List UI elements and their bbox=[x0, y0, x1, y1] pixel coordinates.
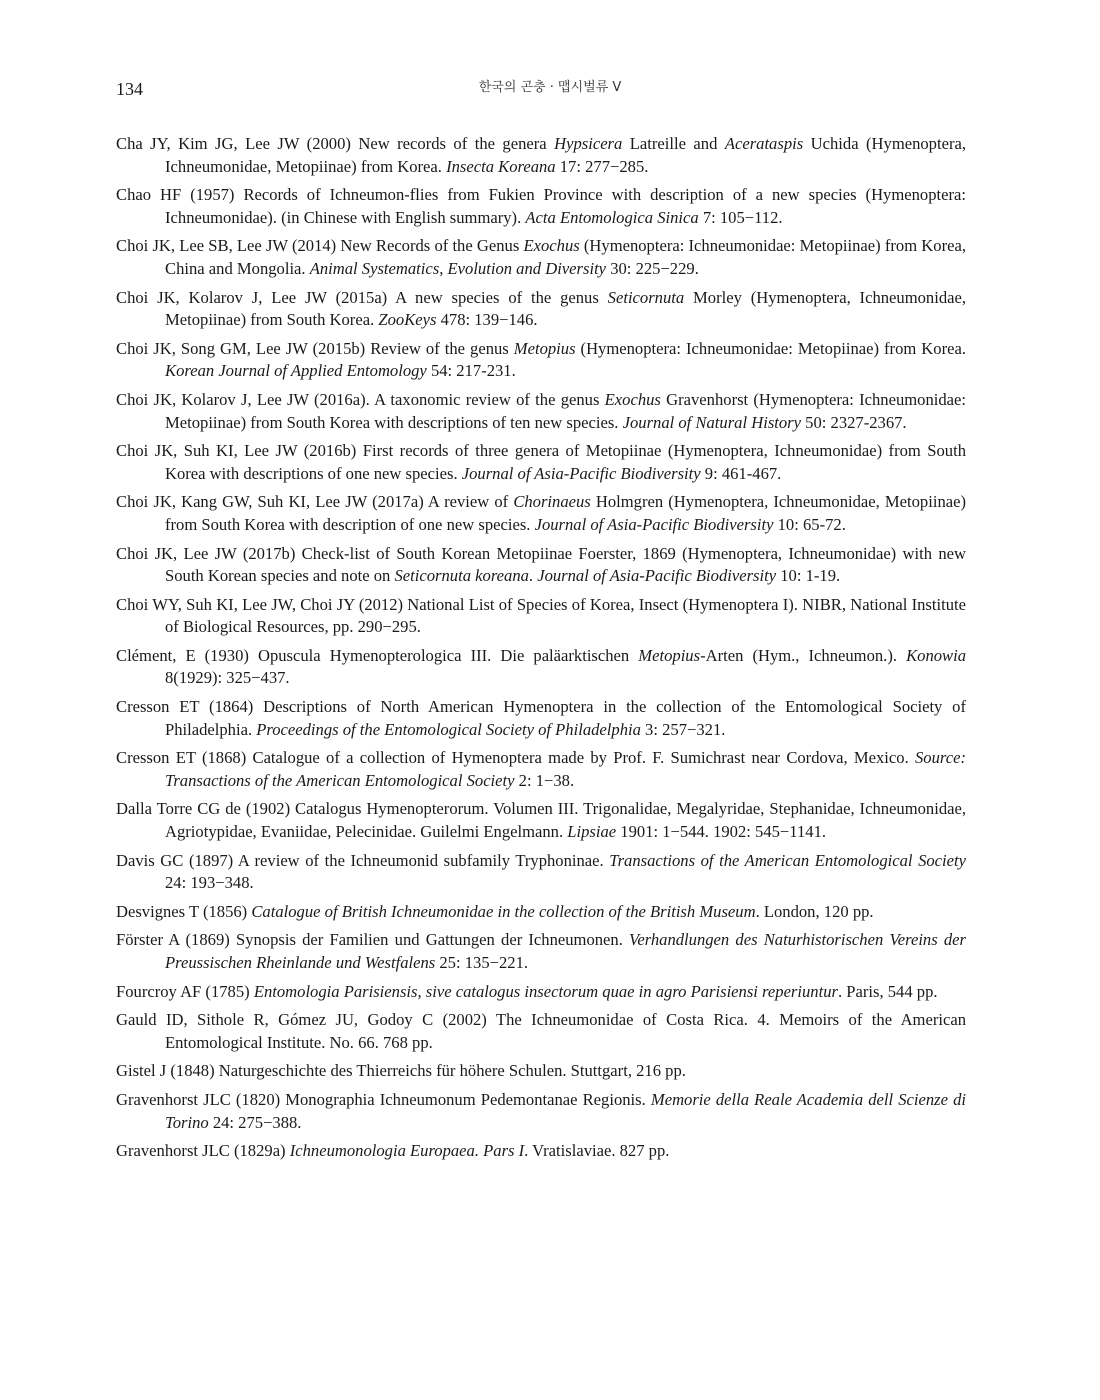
reference-text: Chao HF (1957) Records of Ichneumon-flies from Fukien Province with description of a new species (Hymenoptera: Ichneumonidae). (in Chinese with English summary). bbox=[116, 185, 966, 227]
reference-italic-text: Metopius bbox=[638, 645, 701, 665]
reference-entry bbox=[116, 1140, 966, 1163]
reference-text: (Hymenoptera: Ichneumonidae: Metopiinae) from Korea. bbox=[575, 338, 966, 358]
reference-text: . Paris, 544 pp. bbox=[837, 981, 938, 1001]
reference-text: Holmgren (Hymenoptera, Ichneumonidae, Metopiinae) from South Korea with description of one new species. bbox=[165, 492, 967, 534]
reference-entry bbox=[116, 981, 966, 1004]
reference-text: Choi JK, Kolarov J, Lee JW (2015a) A new species of the genus bbox=[116, 287, 608, 307]
reference-text: Choi JK, Lee JW (2017b) Check-list of South Korean Metopiinae Foerster, 1869 (Hymenoptera, Ichneumonidae) with new South Korean species and note on bbox=[116, 543, 966, 586]
reference-entry bbox=[116, 850, 966, 895]
reference-text: Gravenhorst JLC (1820) Monographia Ichneumonum Pedemontanae Regionis. bbox=[116, 1089, 651, 1109]
reference-entry bbox=[116, 1089, 966, 1134]
reference-text: Gauld ID, Sithole R, Gómez JU, Godoy C (2002) The Ichneumonidae of Costa Rica. 4. Memoirs of the American Entomological Institute. No. 66. 768 pp. bbox=[116, 1010, 966, 1052]
reference-entry bbox=[116, 747, 966, 792]
reference-text: 24: 275−388. bbox=[208, 1112, 302, 1132]
reference-text: Choi JK, Suh KI, Lee JW (2016b) First records of three genera of Metopiinae (Hymenoptera, Ichneumonidae) from South Korea with descriptions of one new species. bbox=[116, 441, 966, 483]
page-number: 134 bbox=[116, 79, 143, 99]
reference-entry bbox=[116, 389, 966, 434]
reference-text: Gistel J (1848) Naturgeschichte des Thierreichs für höhere Schulen. Stuttgart, 216 pp. bbox=[116, 1061, 686, 1081]
reference-italic-text: Journal of Asia-Pacific Biodiversity bbox=[461, 463, 701, 483]
reference-text: Dalla Torre CG de (1902) Catalogus Hymenopterorum. Volumen III. Trigonalidae, Megalyridae, Stephanidae, Ichneumonidae, Agriotypidae, Evaniidae, Pelecinidae. Guilelmi Engelmann. bbox=[116, 799, 966, 842]
reference-text: 3: 257−321. bbox=[640, 719, 726, 739]
reference-text: 2: 1−38. bbox=[514, 770, 575, 790]
reference-italic-text: ZooKeys bbox=[378, 310, 437, 330]
reference-entry bbox=[116, 184, 966, 229]
reference-italic-text: Entomologia Parisiensis, sive catalogus insectorum quae in agro Parisiensi reperiuntur bbox=[253, 981, 838, 1001]
reference-entry bbox=[116, 491, 966, 536]
reference-entry bbox=[116, 543, 966, 588]
reference-entry bbox=[116, 901, 966, 924]
reference-italic-text: Source: Transactions of the American Entomological Society bbox=[165, 748, 966, 790]
reference-text: . London, 120 pp. bbox=[755, 901, 874, 921]
reference-entry bbox=[116, 929, 966, 974]
reference-entry bbox=[116, 440, 966, 485]
reference-italic-text: Chorinaeus bbox=[513, 492, 591, 512]
reference-text: 50: 2327-2367. bbox=[801, 412, 907, 432]
reference-italic-text: Transactions of the American Entomological Society bbox=[609, 850, 966, 870]
reference-italic-text: Seticornuta koreana bbox=[394, 566, 529, 586]
reference-text: Choi JK, Kolarov J, Lee JW (2016a). A taxonomic review of the genus bbox=[116, 389, 605, 409]
reference-italic-text: Lipsiae bbox=[567, 822, 617, 842]
reference-text: Cresson ET (1864) Descriptions of North American Hymenoptera in the collection of the Entomological Society of Philadelphia. bbox=[116, 697, 966, 739]
reference-entry bbox=[116, 1060, 966, 1083]
reference-italic-text: Verhandlungen des Naturhistorischen Vereins der Preussischen Rheinlande und Westfalens bbox=[165, 930, 966, 972]
reference-text: Förster A (1869) Synopsis der Familien und Gattungen der Ichneumonen. bbox=[116, 930, 630, 950]
reference-italic-text: Catalogue of British Ichneumonidae in the collection of the British Museum bbox=[251, 901, 756, 921]
reference-text: 10: 1-19. bbox=[776, 566, 841, 586]
reference-text: 24: 193−348. bbox=[165, 873, 254, 893]
reference-italic-text: Seticornuta bbox=[607, 287, 685, 307]
reference-text: Cha JY, Kim JG, Lee JW (2000) New records of the genera bbox=[116, 134, 555, 153]
reference-list bbox=[116, 133, 966, 1169]
reference-entry bbox=[116, 1009, 966, 1054]
reference-italic-text: Korean Journal of Applied Entomology bbox=[165, 361, 427, 381]
reference-italic-text: Konowia bbox=[906, 645, 967, 665]
reference-text: (Hymenoptera: Ichneumonidae: Metopiinae) from Korea, China and Mongolia. bbox=[165, 236, 966, 278]
reference-text: 25: 135−221. bbox=[435, 953, 529, 972]
reference-text: Gravenhorst JLC (1829a) bbox=[116, 1141, 290, 1161]
reference-text: Desvignes T (1856) bbox=[116, 901, 252, 921]
reference-italic-text: Journal of Asia-Pacific Biodiversity bbox=[534, 514, 774, 534]
reference-entry bbox=[116, 696, 966, 741]
reference-italic-text: Exochus bbox=[604, 389, 661, 409]
reference-entry bbox=[116, 338, 966, 383]
reference-entry bbox=[116, 235, 966, 280]
reference-italic-text: Ichneumonologia Europaea. Pars I bbox=[289, 1141, 525, 1161]
reference-text: Uchida (Hymenoptera, Ichneumonidae, Metopiinae) from Korea. bbox=[165, 134, 966, 176]
reference-italic-text: Hypsicera bbox=[554, 134, 623, 153]
reference-text: Choi JK, Lee SB, Lee JW (2014) New Records of the Genus bbox=[116, 236, 524, 256]
reference-italic-text: Insecta Koreana bbox=[446, 156, 556, 176]
reference-text: 10: 65-72. bbox=[773, 514, 846, 534]
reference-text: 1901: 1−544. 1902: 545−1141. bbox=[616, 822, 827, 842]
reference-text: Choi JK, Song GM, Lee JW (2015b) Review of the genus bbox=[116, 338, 514, 358]
reference-entry bbox=[116, 594, 966, 639]
reference-text: 9: 461-467. bbox=[700, 463, 782, 483]
reference-entry bbox=[116, 287, 966, 332]
reference-text: Morley (Hymenoptera, Ichneumonidae, Metopiinae) from South Korea. bbox=[165, 287, 966, 330]
reference-text: Fourcroy AF (1785) bbox=[116, 981, 254, 1001]
reference-text: Clément, E (1930) Opuscula Hymenopterologica III. Die paläarktischen bbox=[116, 645, 639, 665]
reference-text: Cresson ET (1868) Catalogue of a collection of Hymenoptera made by Prof. F. Sumichrast near Cordova, Mexico. bbox=[116, 748, 915, 768]
reference-text: 17: 277−285. bbox=[555, 156, 649, 176]
reference-text: Choi WY, Suh KI, Lee JW, Choi JY (2012) National List of Species of Korea, Insect (Hymenoptera I). NIBR, National Institute of Biological Resources, pp. 290−295. bbox=[116, 594, 966, 637]
reference-text: 7: 105−112. bbox=[698, 207, 783, 227]
reference-text: Choi JK, Kang GW, Suh KI, Lee JW (2017a) A review of bbox=[116, 492, 514, 512]
reference-italic-text: Acta Entomologica Sinica bbox=[525, 207, 699, 227]
reference-italic-text: Proceedings of the Entomological Society of Philadelphia bbox=[256, 719, 641, 739]
running-title: 한국의 곤충 · 맵시벌류 V bbox=[478, 80, 622, 95]
reference-text: Gravenhorst (Hymenoptera: Ichneumonidae: Metopiinae) from South Korea with descriptions of ten new species. bbox=[165, 389, 966, 432]
reference-entry bbox=[116, 645, 966, 690]
reference-italic-text: Exochus bbox=[523, 236, 580, 256]
reference-text: -Arten (Hym., Ichneumon.). bbox=[700, 645, 907, 665]
reference-text: 8(1929): 325−437. bbox=[165, 668, 290, 688]
reference-italic-text: Journal of Natural History bbox=[622, 412, 802, 432]
reference-italic-text: Acerataspis bbox=[724, 134, 804, 153]
reference-italic-text: Journal of Asia-Pacific Biodiversity bbox=[537, 566, 777, 586]
reference-text: 30: 225−229. bbox=[606, 258, 699, 278]
reference-text: 54: 217-231. bbox=[426, 361, 516, 381]
reference-text: . Vratislaviae. 827 pp. bbox=[524, 1141, 670, 1161]
reference-text: Latreille and bbox=[622, 134, 725, 153]
reference-entry bbox=[116, 133, 966, 178]
reference-text: 478: 139−146. bbox=[436, 310, 538, 330]
reference-italic-text: Metopius bbox=[513, 338, 576, 358]
reference-text: Davis GC (1897) A review of the Ichneumonid subfamily Tryphoninae. bbox=[116, 850, 610, 870]
reference-text: . bbox=[528, 566, 538, 586]
reference-italic-text: Animal Systematics, Evolution and Diversity bbox=[309, 258, 607, 278]
reference-italic-text: Memorie della Reale Academia dell Scienze di Torino bbox=[165, 1089, 967, 1132]
reference-entry bbox=[116, 798, 966, 843]
